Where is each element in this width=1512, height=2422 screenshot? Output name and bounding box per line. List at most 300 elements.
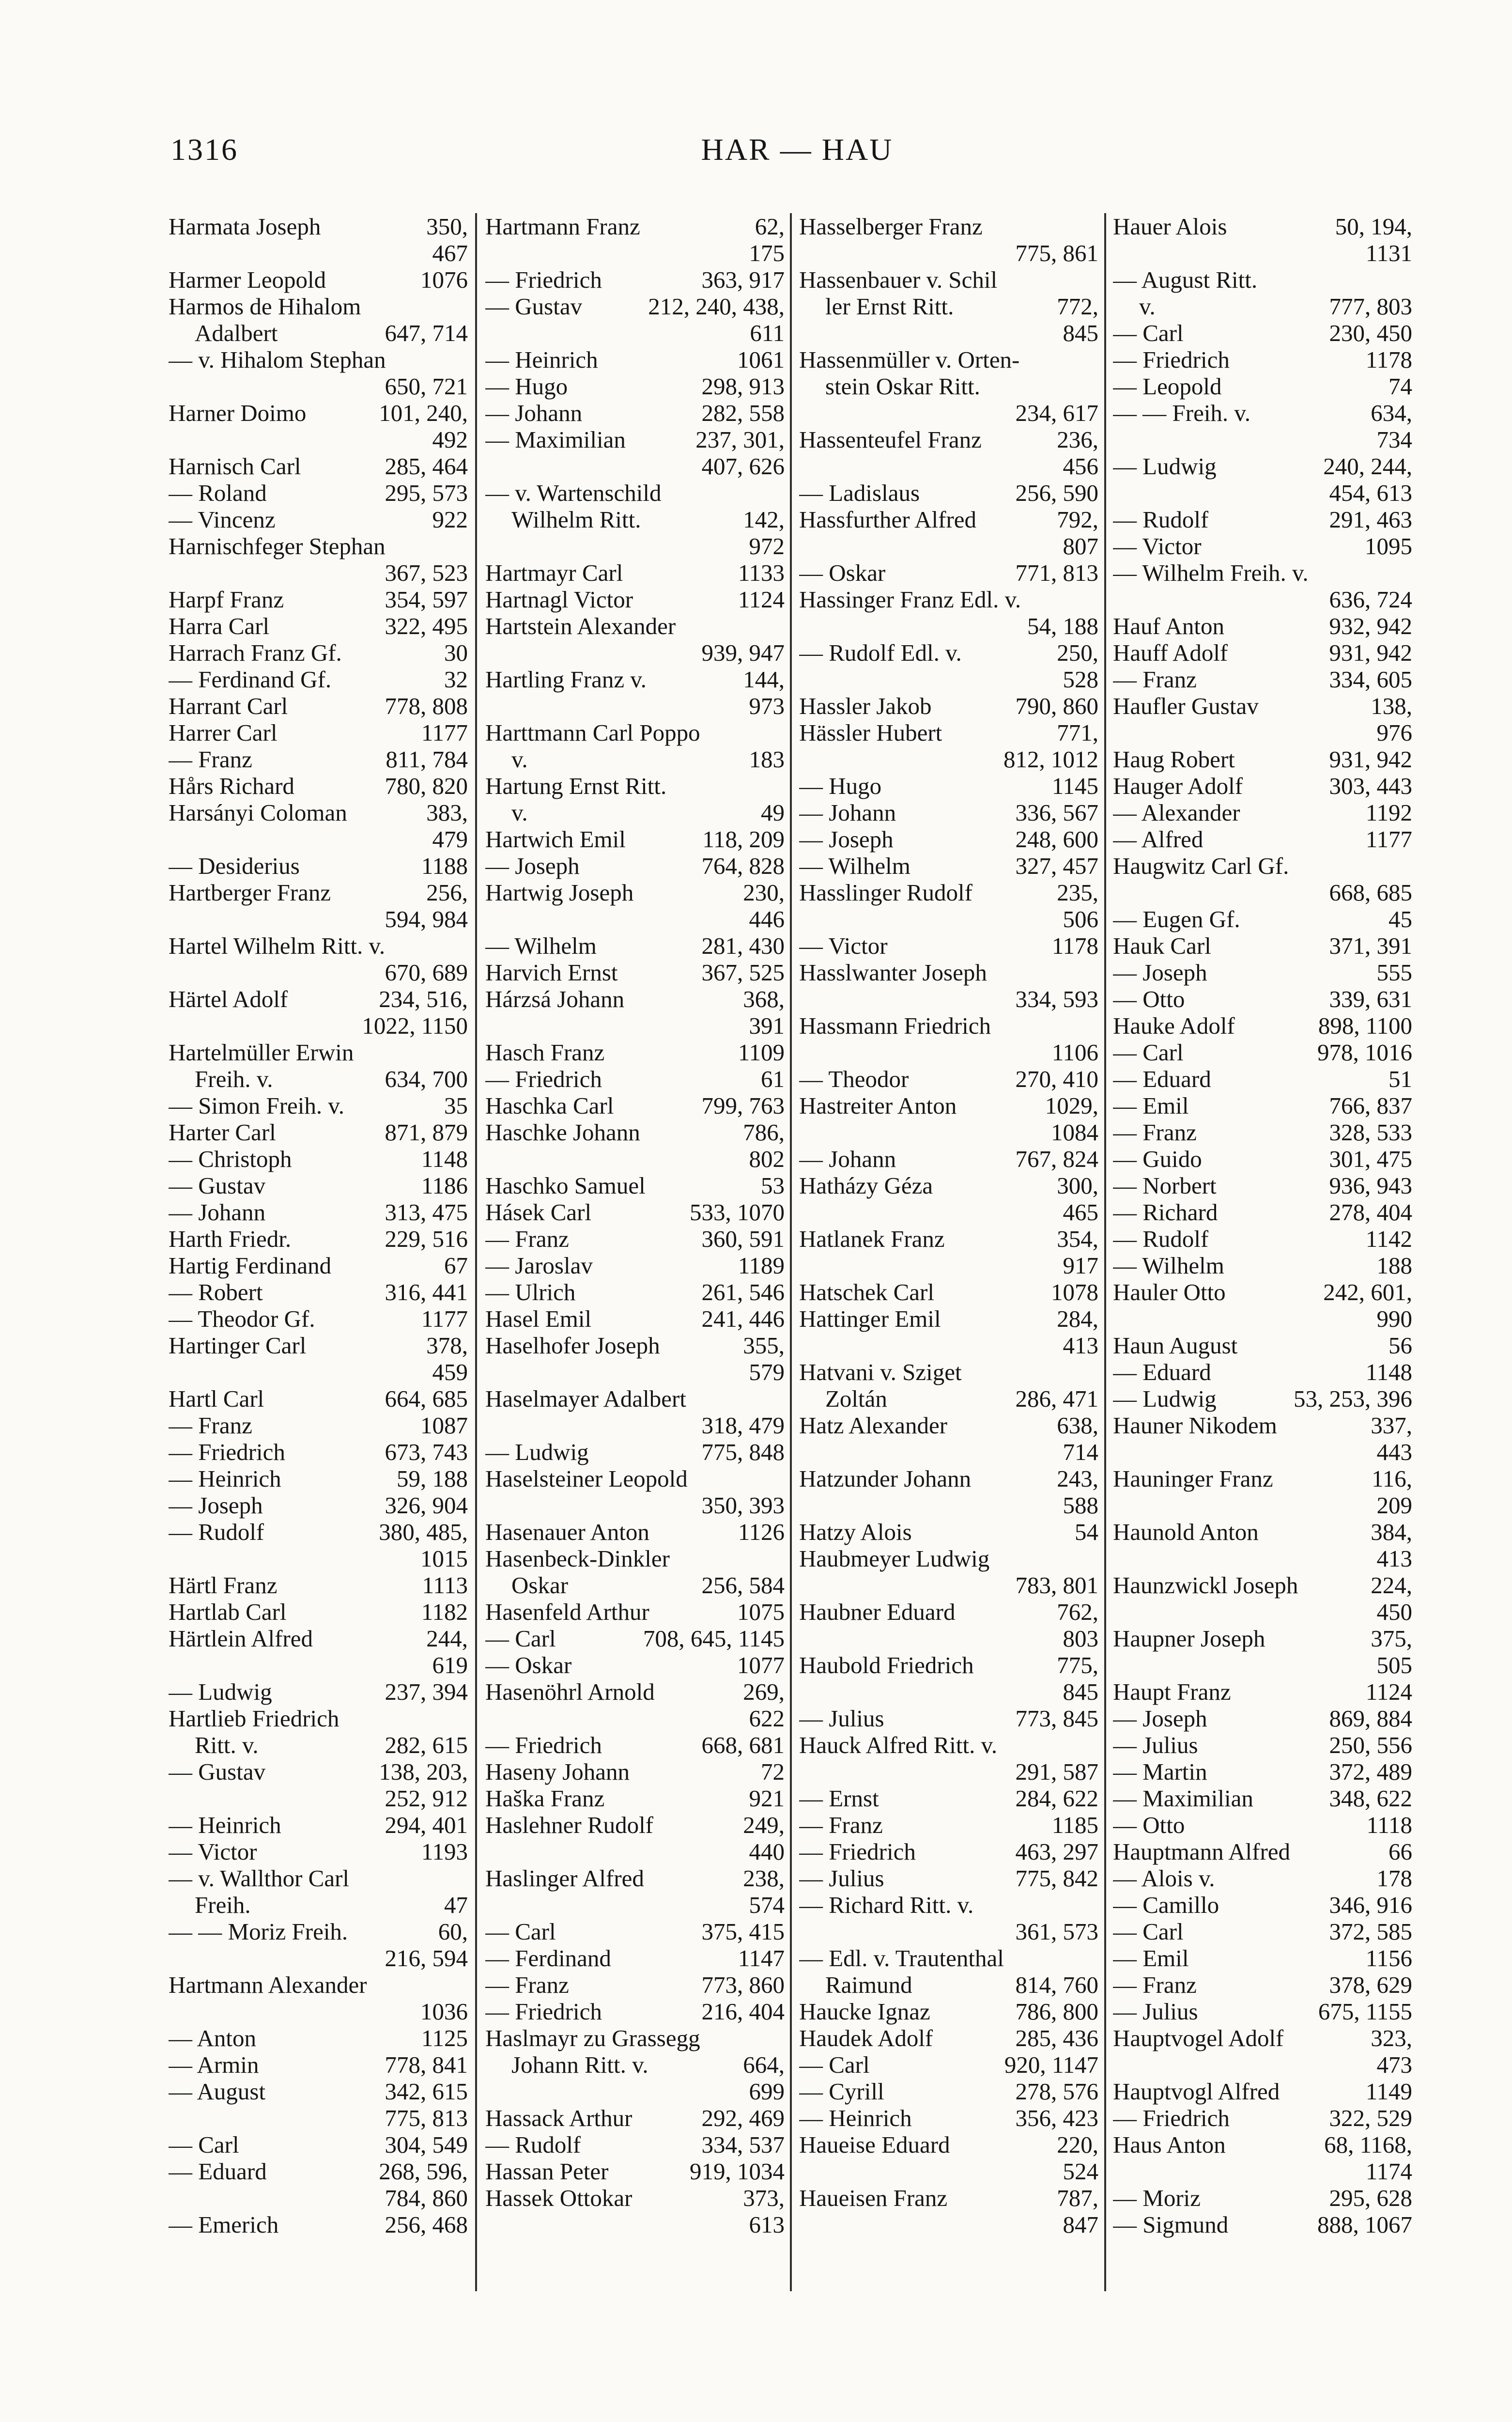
index-entry (1113, 2078, 1412, 2105)
entry-name: Härtlein Alfred (169, 1625, 313, 1652)
entry-line (1113, 613, 1412, 639)
entry-line (169, 746, 468, 773)
index-entry (485, 586, 785, 613)
index-entry (1113, 959, 1412, 986)
entry-line (799, 1892, 1098, 1918)
column-divider (475, 213, 477, 2291)
index-entry (799, 426, 1098, 480)
entry-name: — v. Wartenschild (485, 480, 662, 506)
entry-name: Hasenöhrl Arnold (485, 1678, 655, 1705)
entry-pages: 230, 450 (1329, 320, 1412, 346)
entry-pages: 786, 800 (1015, 1998, 1098, 2025)
entry-line (799, 1359, 1098, 1385)
index-entry (799, 853, 1098, 879)
entry-pages: 787, (1057, 2185, 1098, 2211)
index-entry (799, 2185, 1098, 2238)
entry-name: Haunzwickl Joseph (1113, 1572, 1298, 1599)
entry-line (1113, 2105, 1412, 2131)
index-entry (485, 426, 785, 480)
column-divider (1104, 213, 1106, 2291)
entry-continuation: 847 (1063, 2211, 1098, 2238)
entry-line (485, 1039, 785, 1066)
index-entry (1113, 1998, 1412, 2025)
index-entry (799, 1012, 1098, 1066)
running-head: HAR — HAU (701, 132, 894, 167)
entry-pages: 1124 (738, 586, 785, 613)
entry-line (169, 533, 468, 559)
entry-line (485, 1066, 785, 1092)
entry-name: — Ernst (799, 1785, 879, 1812)
entry-continuation: 506 (1063, 906, 1098, 932)
entry-name: Hauptmann Alfred (1113, 1838, 1291, 1865)
entry-line (485, 2025, 785, 2051)
entry-name: — Rudolf (1113, 506, 1209, 533)
entry-pages: 322, 529 (1329, 2105, 1412, 2131)
entry-line (799, 1545, 1098, 1572)
entry-continuation: 622 (749, 1705, 785, 1732)
index-entry (1113, 1918, 1412, 1945)
index-entry (799, 879, 1098, 932)
index-entry (799, 2078, 1098, 2105)
entry-name: — Victor (1113, 533, 1202, 559)
entry-pages: 1124 (1365, 1678, 1412, 1705)
entry-pages: 356, 423 (1015, 2105, 1098, 2131)
entry-line (485, 1599, 785, 1625)
entry-pages: 367, 525 (701, 959, 785, 986)
entry-line (799, 346, 1098, 373)
entry-pages: 62, (755, 213, 785, 240)
entry-name: — Alfred (1113, 826, 1203, 853)
index-entry (485, 1199, 785, 1226)
entry-line (1113, 1279, 1412, 1305)
index-entry (485, 1678, 785, 1732)
entry-subline (485, 746, 785, 773)
entry-sub-name: Adalbert (195, 320, 278, 346)
entry-pages: 35 (444, 1092, 468, 1119)
entry-pages: 354, (1057, 1226, 1098, 1252)
entry-line (169, 1252, 468, 1279)
entry-name: — Eduard (169, 2158, 267, 2185)
entry-name: — v. Wallthor Carl (169, 1865, 350, 1892)
entry-pages: 326, 904 (385, 1492, 468, 1519)
entry-name: — Anton (169, 2025, 257, 2051)
entry-name: Haun August (1113, 1332, 1238, 1359)
entry-name: Hässler Hubert (799, 719, 942, 746)
entry-continuation: 650, 721 (385, 373, 468, 400)
entry-pages: 66 (1389, 1838, 1412, 1865)
entry-pages: 780, 820 (385, 773, 468, 799)
entry-pages: 775, (1057, 1652, 1098, 1678)
entry-pages: 778, 808 (385, 693, 468, 719)
entry-name: — Hugo (485, 373, 568, 400)
entry-line (1113, 1066, 1412, 1092)
entry-line (485, 1945, 785, 1972)
entry-subline (485, 2051, 785, 2078)
entry-pages: 773, 845 (1015, 1705, 1098, 1732)
index-entry (799, 1545, 1098, 1599)
entry-name: Hasel Emil (485, 1305, 592, 1332)
entry-continuation: 454, 613 (1329, 480, 1412, 506)
entry-pages: 1145 (1051, 773, 1098, 799)
entry-pages: 383, (426, 799, 468, 826)
entry-line (485, 1279, 785, 1305)
entry-line (1113, 373, 1412, 400)
entry-name: Hartling Franz v. (485, 666, 647, 693)
entry-line (1113, 693, 1412, 719)
index-entry (485, 959, 785, 986)
entry-name: Hatzy Alois (799, 1519, 912, 1545)
entry-pages: 1148 (1365, 1359, 1412, 1385)
index-column-1 (169, 213, 468, 2306)
entry-name: Haus Anton (1113, 2131, 1226, 2158)
entry-line (485, 1385, 785, 1412)
entry-pages: 298, 913 (701, 373, 785, 400)
entry-name: — Roland (169, 480, 267, 506)
entry-name: — Ladislaus (799, 480, 920, 506)
index-entry (169, 1865, 468, 1918)
entry-name: Haubner Eduard (799, 1599, 956, 1625)
entry-pages: 1177 (421, 1305, 468, 1332)
entry-name: — Ludwig (169, 1678, 272, 1705)
entry-line (799, 853, 1098, 879)
index-entry (1113, 799, 1412, 826)
index-entry (1113, 1332, 1412, 1359)
entry-name: Hassenbauer v. Schil (799, 266, 998, 293)
entry-name: Hatz Alexander (799, 1412, 948, 1439)
index-entry (799, 773, 1098, 799)
entry-name: Hassek Ottokar (485, 2185, 633, 2211)
entry-pages: 230, (743, 879, 785, 906)
entry-name: Hartl Carl (169, 1385, 264, 1412)
entry-pages: 1118 (1366, 1812, 1412, 1838)
entry-pages: 1142 (1365, 1226, 1412, 1252)
entry-pages: 354, 597 (385, 586, 468, 613)
entry-name: Hartmann Alexander (169, 1972, 367, 1998)
entry-pages: 304, 549 (385, 2131, 468, 2158)
entry-name: — Alexander (1113, 799, 1240, 826)
index-entry (1113, 266, 1412, 320)
entry-continuation: 367, 523 (385, 559, 468, 586)
entry-line (1113, 506, 1412, 533)
index-entry (1113, 453, 1412, 506)
entry-name: Haupner Joseph (1113, 1625, 1265, 1652)
entry-line (169, 1705, 468, 1732)
index-entry (799, 1732, 1098, 1785)
entry-line (169, 1599, 468, 1625)
index-entry (799, 1945, 1098, 1998)
entry-line (169, 1092, 468, 1119)
index-entry (485, 346, 785, 373)
index-entry (799, 1652, 1098, 1705)
entry-pages: 1113 (422, 1572, 468, 1599)
entry-name: — Joseph (485, 853, 580, 879)
index-entry (1113, 1785, 1412, 1812)
entry-pages: 673, 743 (385, 1439, 468, 1465)
index-entry (169, 533, 468, 586)
entry-name: — Eduard (1113, 1359, 1211, 1385)
entry-line (169, 1146, 468, 1172)
entry-continuation: 524 (1063, 2158, 1098, 2185)
index-entry (485, 1812, 785, 1865)
entry-line (799, 2131, 1098, 2158)
entry-line (169, 1519, 468, 1545)
entry-name: — Ulrich (485, 1279, 576, 1305)
entry-pages: 241, 446 (701, 1305, 785, 1332)
entry-sub-name: Raimund (825, 1972, 912, 1998)
entry-name: Hastreiter Anton (799, 1092, 957, 1119)
entry-line (485, 1519, 785, 1545)
entry-continuation: 1015 (420, 1545, 468, 1572)
entry-sub-pages: 634, 700 (385, 1066, 468, 1092)
index-entry (485, 2158, 785, 2185)
entry-sub-pages: 142, (743, 506, 785, 533)
entry-sub-name: Freih. (195, 1892, 251, 1918)
index-entry (1113, 400, 1412, 453)
entry-pages: 138, 203, (379, 1758, 468, 1785)
index-entry (485, 373, 785, 400)
entry-pages: 56 (1389, 1332, 1412, 1359)
entry-pages: 1075 (737, 1599, 785, 1625)
entry-pages: 281, 430 (701, 932, 785, 959)
index-entry (1113, 1945, 1412, 1972)
entry-continuation: 1131 (1365, 240, 1412, 266)
entry-pages: 295, 628 (1329, 2185, 1412, 2211)
entry-line (1113, 1625, 1412, 1652)
entry-pages: 74 (1389, 373, 1412, 400)
entry-continuation: 450 (1376, 1599, 1412, 1625)
entry-line (799, 1599, 1098, 1625)
entry-name: — Leopold (1113, 373, 1222, 400)
entry-pages: 811, 784 (386, 746, 468, 773)
index-entry (485, 1998, 785, 2025)
entry-pages: 256, 590 (1015, 480, 1098, 506)
entry-pages: 368, (743, 986, 785, 1012)
index-entry (169, 746, 468, 773)
entry-continuation: 473 (1376, 2051, 1412, 2078)
index-entry (1113, 853, 1412, 906)
entry-name: Harrach Franz Gf. (169, 639, 342, 666)
entry-name: — Joseph (1113, 1705, 1207, 1732)
entry-line (485, 773, 785, 799)
index-entry (485, 1092, 785, 1119)
index-entry (1113, 1678, 1412, 1705)
entry-name: — Desiderius (169, 853, 300, 879)
index-entry (169, 1146, 468, 1172)
entry-name: — Theodor (799, 1066, 909, 1092)
entry-line (169, 1838, 468, 1865)
entry-pages: 346, 916 (1329, 1892, 1412, 1918)
entry-pages: 178 (1376, 1865, 1412, 1892)
entry-name: — Robert (169, 1279, 263, 1305)
entry-name: Haslmayr zu Grassegg (485, 2025, 700, 2051)
entry-name: — Richard (1113, 1199, 1218, 1226)
entry-name: Haslinger Alfred (485, 1865, 644, 1892)
entry-line (1113, 666, 1412, 693)
entry-name: — Armin (169, 2051, 259, 2078)
index-entry (1113, 1385, 1412, 1412)
entry-name: — Sigmund (1113, 2211, 1229, 2238)
entry-name: Haueisen Franz (799, 2185, 948, 2211)
index-entry (1113, 2211, 1412, 2238)
index-entry (799, 1092, 1098, 1146)
entry-line (1113, 1972, 1412, 1998)
entry-pages: 240, 244, (1323, 453, 1412, 480)
index-entry (485, 213, 785, 266)
entry-pages: 234, 516, (379, 986, 468, 1012)
entry-line (1113, 453, 1412, 480)
entry-name: Hartstein Alexander (485, 613, 676, 639)
entry-pages: 888, 1067 (1317, 2211, 1412, 2238)
entry-pages: 363, 917 (701, 266, 785, 293)
entry-pages: 1185 (1051, 1812, 1098, 1838)
index-entry (485, 1279, 785, 1305)
index-entry (169, 1412, 468, 1439)
entry-name: — Wilhelm (485, 932, 597, 959)
entry-pages: 555 (1376, 959, 1412, 986)
entry-name: — Carl (169, 2131, 239, 2158)
index-entry (1113, 1066, 1412, 1092)
entry-line (1113, 533, 1412, 559)
entry-name: — Heinrich (485, 346, 598, 373)
index-entry (169, 1519, 468, 1572)
entry-name: — Friedrich (169, 1439, 285, 1465)
entry-pages: 1149 (1365, 2078, 1412, 2105)
index-entry (799, 719, 1098, 773)
entry-pages: 931, 942 (1329, 639, 1412, 666)
entry-line (1113, 1812, 1412, 1838)
entry-name: Hartberger Franz (169, 879, 331, 906)
entry-line (799, 1652, 1098, 1678)
index-entry (485, 1439, 785, 1465)
entry-sub-name: stein Oskar Ritt. (825, 373, 980, 400)
entry-name: — Wilhelm (799, 853, 910, 879)
entry-name: Hauke Adolf (1113, 1012, 1235, 1039)
entry-continuation: 528 (1063, 666, 1098, 693)
index-entry (799, 346, 1098, 426)
entry-line (1113, 2211, 1412, 2238)
entry-pages: 243, (1057, 1465, 1098, 1492)
index-entry (485, 1519, 785, 1545)
entry-sub-pages: 47 (444, 1892, 468, 1918)
entry-name: — Heinrich (169, 1465, 281, 1492)
entry-continuation: 775, 861 (1015, 240, 1098, 266)
entry-name: Hauler Otto (1113, 1279, 1226, 1305)
entry-name: — August Ritt. (1113, 266, 1258, 293)
entry-line (169, 1385, 468, 1412)
entry-pages: 869, 884 (1329, 1705, 1412, 1732)
entry-line (169, 2131, 468, 2158)
entry-line (169, 1439, 468, 1465)
index-entry (1113, 1012, 1412, 1039)
entry-line (799, 719, 1098, 746)
entry-line (1113, 1838, 1412, 1865)
entry-name: — Friedrich (1113, 346, 1230, 373)
entry-line (799, 266, 1098, 293)
entry-name: Hauptvogel Adolf (1113, 2025, 1284, 2051)
entry-name: — Otto (1113, 986, 1185, 1012)
entry-line (485, 1758, 785, 1785)
entry-subline (169, 1732, 468, 1758)
index-entry (799, 1305, 1098, 1359)
entry-name: — Oskar (799, 559, 886, 586)
index-entry (799, 1812, 1098, 1838)
entry-name: Hasslwanter Joseph (799, 959, 987, 986)
entry-line (799, 506, 1098, 533)
entry-pages: 51 (1389, 1066, 1412, 1092)
index-entry (169, 266, 468, 293)
entry-name: Hartlieb Friedrich (169, 1705, 339, 1732)
entry-line (1113, 853, 1412, 879)
entry-pages: 54 (1075, 1519, 1098, 1545)
entry-name: Hauff Adolf (1113, 639, 1228, 666)
entry-name: Haueise Eduard (799, 2131, 950, 2158)
entry-line (485, 986, 785, 1012)
entry-pages: 1178 (1365, 346, 1412, 373)
entry-line (169, 346, 468, 373)
entry-name: Härtel Adolf (169, 986, 288, 1012)
entry-pages: 220, (1057, 2131, 1098, 2158)
entry-name: Hasenbeck-Dinkler (485, 1545, 670, 1572)
entry-name: Hatschek Carl (799, 1279, 934, 1305)
entry-line (485, 400, 785, 426)
index-entry (485, 1652, 785, 1678)
entry-name: — Christoph (169, 1146, 292, 1172)
entry-pages: 236, (1057, 426, 1098, 453)
index-entry (1113, 2105, 1412, 2131)
entry-line (799, 1172, 1098, 1199)
entry-line (1113, 1732, 1412, 1758)
index-entry (485, 1385, 785, 1439)
entry-name: — Ludwig (1113, 453, 1217, 480)
entry-continuation: 845 (1063, 320, 1098, 346)
entry-line (1113, 1012, 1412, 1039)
index-entry (485, 1599, 785, 1625)
entry-line (485, 719, 785, 746)
index-entry (169, 213, 468, 266)
entry-continuation: 492 (432, 426, 468, 453)
entry-line (169, 986, 468, 1012)
entry-name: — Johann (485, 400, 583, 426)
entry-pages: 285, 436 (1015, 2025, 1098, 2051)
index-entry (485, 400, 785, 426)
entry-line (485, 1439, 785, 1465)
entry-name: — Franz (1113, 1972, 1197, 1998)
entry-name: — Heinrich (169, 1812, 281, 1838)
entry-line (485, 373, 785, 400)
index-entry (1113, 373, 1412, 400)
entry-name: — v. Hihalom Stephan (169, 346, 386, 373)
entry-pages: 67 (444, 1252, 468, 1279)
index-entry (169, 1972, 468, 2025)
entry-line (485, 1252, 785, 1279)
index-entry (799, 480, 1098, 506)
entry-line (169, 1305, 468, 1332)
entry-line (1113, 1892, 1412, 1918)
entry-line (1113, 559, 1412, 586)
entry-line (169, 2051, 468, 2078)
index-entry (1113, 1705, 1412, 1732)
entry-name: — Eugen Gf. (1113, 906, 1240, 932)
entry-pages: 1177 (421, 719, 468, 746)
entry-pages: 244, (426, 1625, 468, 1652)
entry-sub-name: Johann Ritt. v. (511, 2051, 648, 2078)
index-entry (169, 1625, 468, 1678)
index-entry (169, 1385, 468, 1412)
entry-pages: 372, 489 (1329, 1758, 1412, 1785)
entry-line (485, 2185, 785, 2211)
entry-name: Harmos de Hihalom (169, 293, 361, 320)
entry-pages: 380, 485, (379, 1519, 468, 1545)
